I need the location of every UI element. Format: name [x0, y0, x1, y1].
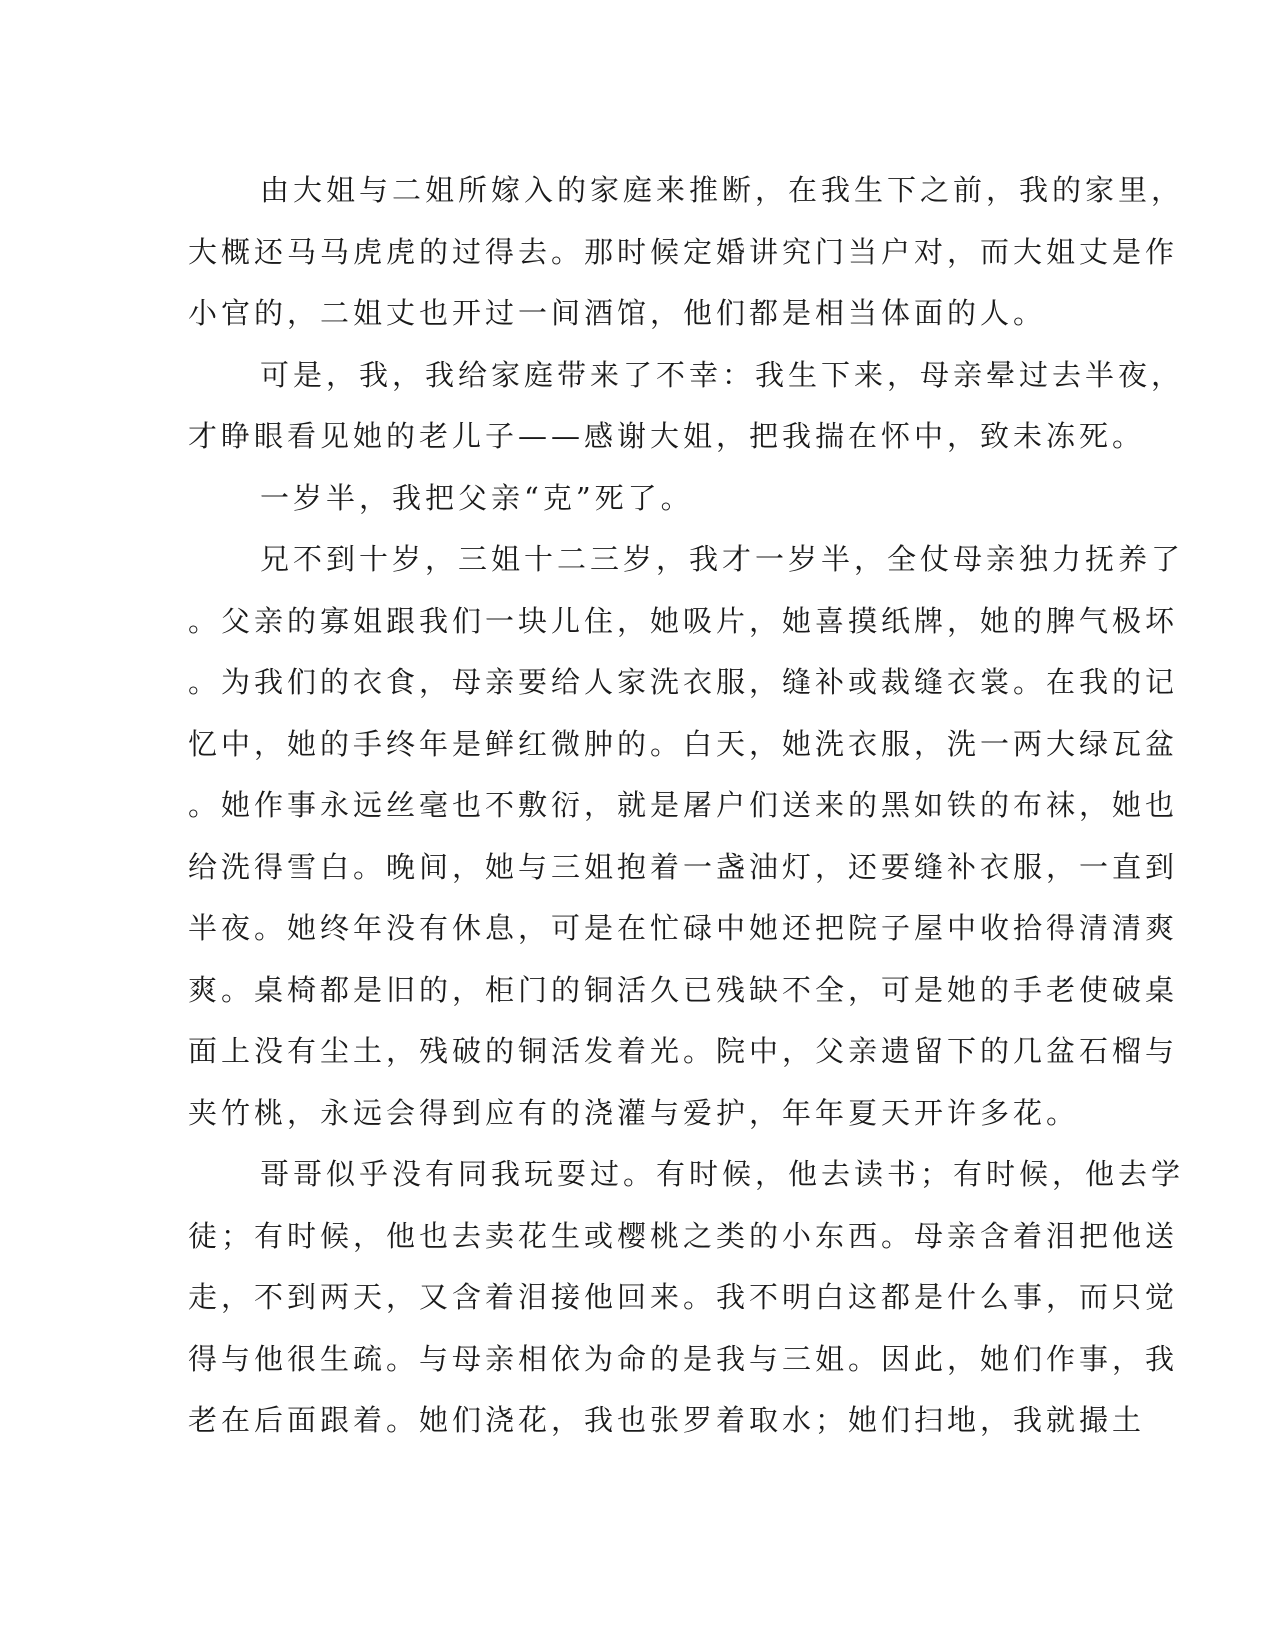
text-line: 。她作事永远丝毫也不敷衍，就是屠户们送来的黑如铁的布袜，她也 [188, 788, 1179, 822]
text-line: 。父亲的寡姐跟我们一块儿住，她吸片，她喜摸纸牌，她的脾气极坏 [188, 603, 1179, 638]
text-line: 老在后面跟着。她们浇花，我也张罗着取水；她们扫地，我就撮土 [188, 1403, 1146, 1437]
body-text [188, 160, 1185, 1452]
text-line: 。为我们的衣食，母亲要给人家洗衣服，缝补或裁缝衣裳。在我的记 [188, 665, 1179, 699]
text-line: 小官的，二姐丈也开过一间酒馆，他们都是相当体面的人。 [188, 296, 1047, 330]
text-line: 得与他很生疏。与母亲相依为命的是我与三姐。因此，她们作事，我 [188, 1341, 1179, 1376]
text-line: 给洗得雪白。晚间，她与三姐抱着一盏油灯，还要缝补衣服，一直到 [188, 849, 1179, 884]
text-line: 徒；有时候，他也去卖花生或樱桃之类的小东西。母亲含着泪把他送 [188, 1218, 1179, 1253]
text-line: 兄不到十岁，三姐十二三岁，我才一岁半，全仗母亲独力抚养了 [260, 542, 1185, 576]
text-line: 一岁半，我把父亲“克”死了。 [260, 480, 694, 515]
text-line: 由大姐与二姐所嫁入的家庭来推断，在我生下之前，我的家里， [260, 173, 1185, 207]
text-line: 哥哥似乎没有同我玩耍过。有时候，他去读书；有时候，他去学 [260, 1157, 1185, 1191]
text-line: 夹竹桃，永远会得到应有的浇灌与爱护，年年夏天开许多花。 [188, 1095, 1080, 1130]
text-line: 忆中，她的手终年是鲜红微肿的。白天，她洗衣服，洗一两大绿瓦盆 [188, 726, 1179, 761]
text-line: 走，不到两天，又含着泪接他回来。我不明白这都是什么事，而只觉 [188, 1280, 1179, 1314]
text-line: 大概还马马虎虎的过得去。那时候定婚讲究门当户对，而大姐丈是作 [188, 234, 1179, 269]
text-line: 半夜。她终年没有休息，可是在忙碌中她还把院子屋中收拾得清清爽 [188, 911, 1179, 945]
text-line: 才睁眼看见她的老儿子——感谢大姐，把我揣在怀中，致未冻死。 [188, 419, 1146, 453]
text-line: 爽。桌椅都是旧的，柜门的铜活久已残缺不全，可是她的手老使破桌 [188, 972, 1179, 1007]
text-line: 面上没有尘土，残破的铜活发着光。院中，父亲遗留下的几盆石榴与 [188, 1034, 1179, 1068]
text-line: 可是，我，我给家庭带来了不幸：我生下来，母亲晕过去半夜， [260, 357, 1185, 392]
